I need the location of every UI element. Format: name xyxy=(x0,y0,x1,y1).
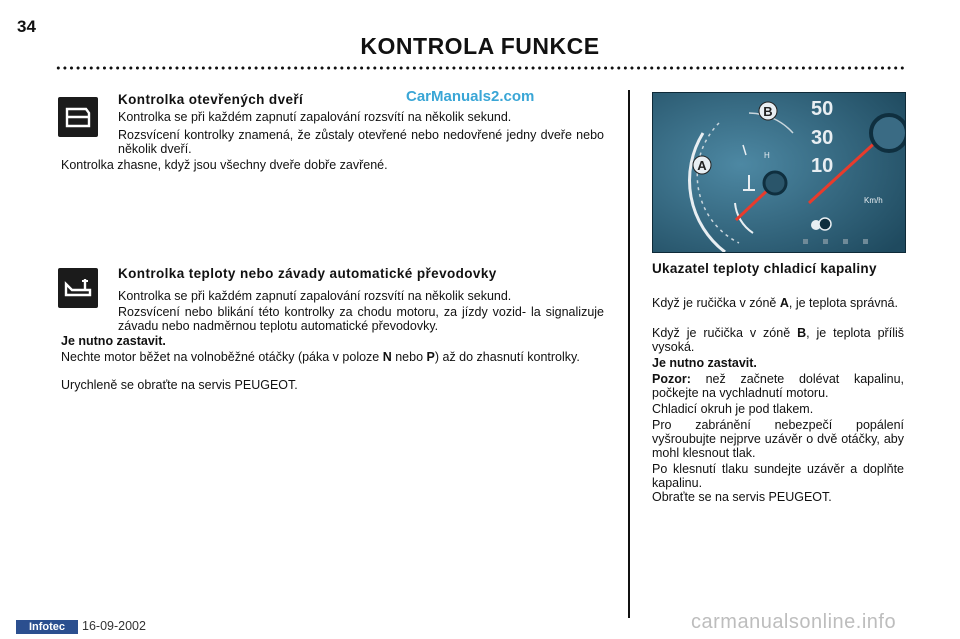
coolant-text-2: Když je ručička v zóně B, je teplota příliš vysoká. xyxy=(652,326,904,354)
speed-unit: Km/h xyxy=(864,196,883,205)
dotted-divider xyxy=(55,66,905,70)
coolant-gauge-image xyxy=(652,92,906,253)
door-warning-heading: Kontrolka otevřených dveří xyxy=(118,92,304,107)
gearbox-warning-text-4: Urychleně se obraťte na servis PEUGEOT. xyxy=(61,378,298,392)
speed-mark-50: 50 xyxy=(811,98,834,120)
door-warning-text-3: Kontrolka zhasne, když jsou všechny dveře dobře zavřené. xyxy=(61,158,388,172)
door-warning-text-1: Kontrolka se při každém zapnutí zapalování rozsvítí na několik sekund. xyxy=(118,110,512,124)
speed-mark-30: 30 xyxy=(811,127,834,149)
coolant-text-6: Obraťte se na servis PEUGEOT. xyxy=(652,490,832,504)
coolant-gauge-heading: Ukazatel teploty chladicí kapaliny xyxy=(652,261,877,276)
coolant-text-4: Pro zabránění nebezpečí popálení vyšroubujte nejprve uzávěr o dvě otáčky, aby mohl klesnout tlak. xyxy=(652,418,904,460)
door-open-icon xyxy=(58,97,98,137)
print-date: 16-09-2002 xyxy=(82,619,146,633)
site-watermark: carmanualsonline.info xyxy=(691,611,897,633)
infotec-logo: Infotec xyxy=(16,620,78,634)
page-number: 34 xyxy=(17,17,36,36)
watermark: CarManuals2.com xyxy=(406,88,535,105)
gauge-h-mark: H xyxy=(764,151,770,160)
coolant-text-3: Chladicí okruh je pod tlakem. xyxy=(652,402,814,416)
coolant-text-1: Když je ručička v zóně A, je teplota správná. xyxy=(652,296,898,310)
gearbox-stop-warning: Je nutno zastavit. xyxy=(61,334,166,348)
gauge-label-a: A xyxy=(697,158,707,173)
gearbox-warning-heading: Kontrolka teploty nebo závady automatické převodovky xyxy=(118,266,497,281)
door-warning-text-2: Rozsvícení kontrolky znamená, že zůstaly otevřené nebo nedovřené jedny dveře nebo několik dveří. xyxy=(118,128,604,156)
gearbox-warning-text-2: Rozsvícení nebo blikání této kontrolky za chodu motoru, za jízdy vozid- la signalizuje závadu nebo nadměrnou teplotu automatické převodovky. xyxy=(118,305,604,333)
coolant-note: Pozor: než začnete dolévat kapalinu, počkejte na vychladnutí motoru. xyxy=(652,372,904,400)
column-divider xyxy=(628,90,630,618)
speed-mark-10: 10 xyxy=(811,155,834,177)
page-title: KONTROLA FUNKCE xyxy=(360,33,600,59)
gearbox-warning-text-1: Kontrolka se při každém zapnutí zapalování rozsvítí na několik sekund. xyxy=(118,289,512,303)
gauge-label-b: B xyxy=(763,104,773,119)
coolant-text-5: Po klesnutí tlaku sundejte uzávěr a doplňte kapalinu. xyxy=(652,462,904,490)
coolant-stop-warning: Je nutno zastavit. xyxy=(652,356,757,370)
gearbox-temperature-icon xyxy=(58,268,98,308)
gearbox-warning-text-3: Nechte motor běžet na volnoběžné otáčky (páka v poloze N nebo P) až do zhasnutí kontrolky. xyxy=(61,350,580,364)
